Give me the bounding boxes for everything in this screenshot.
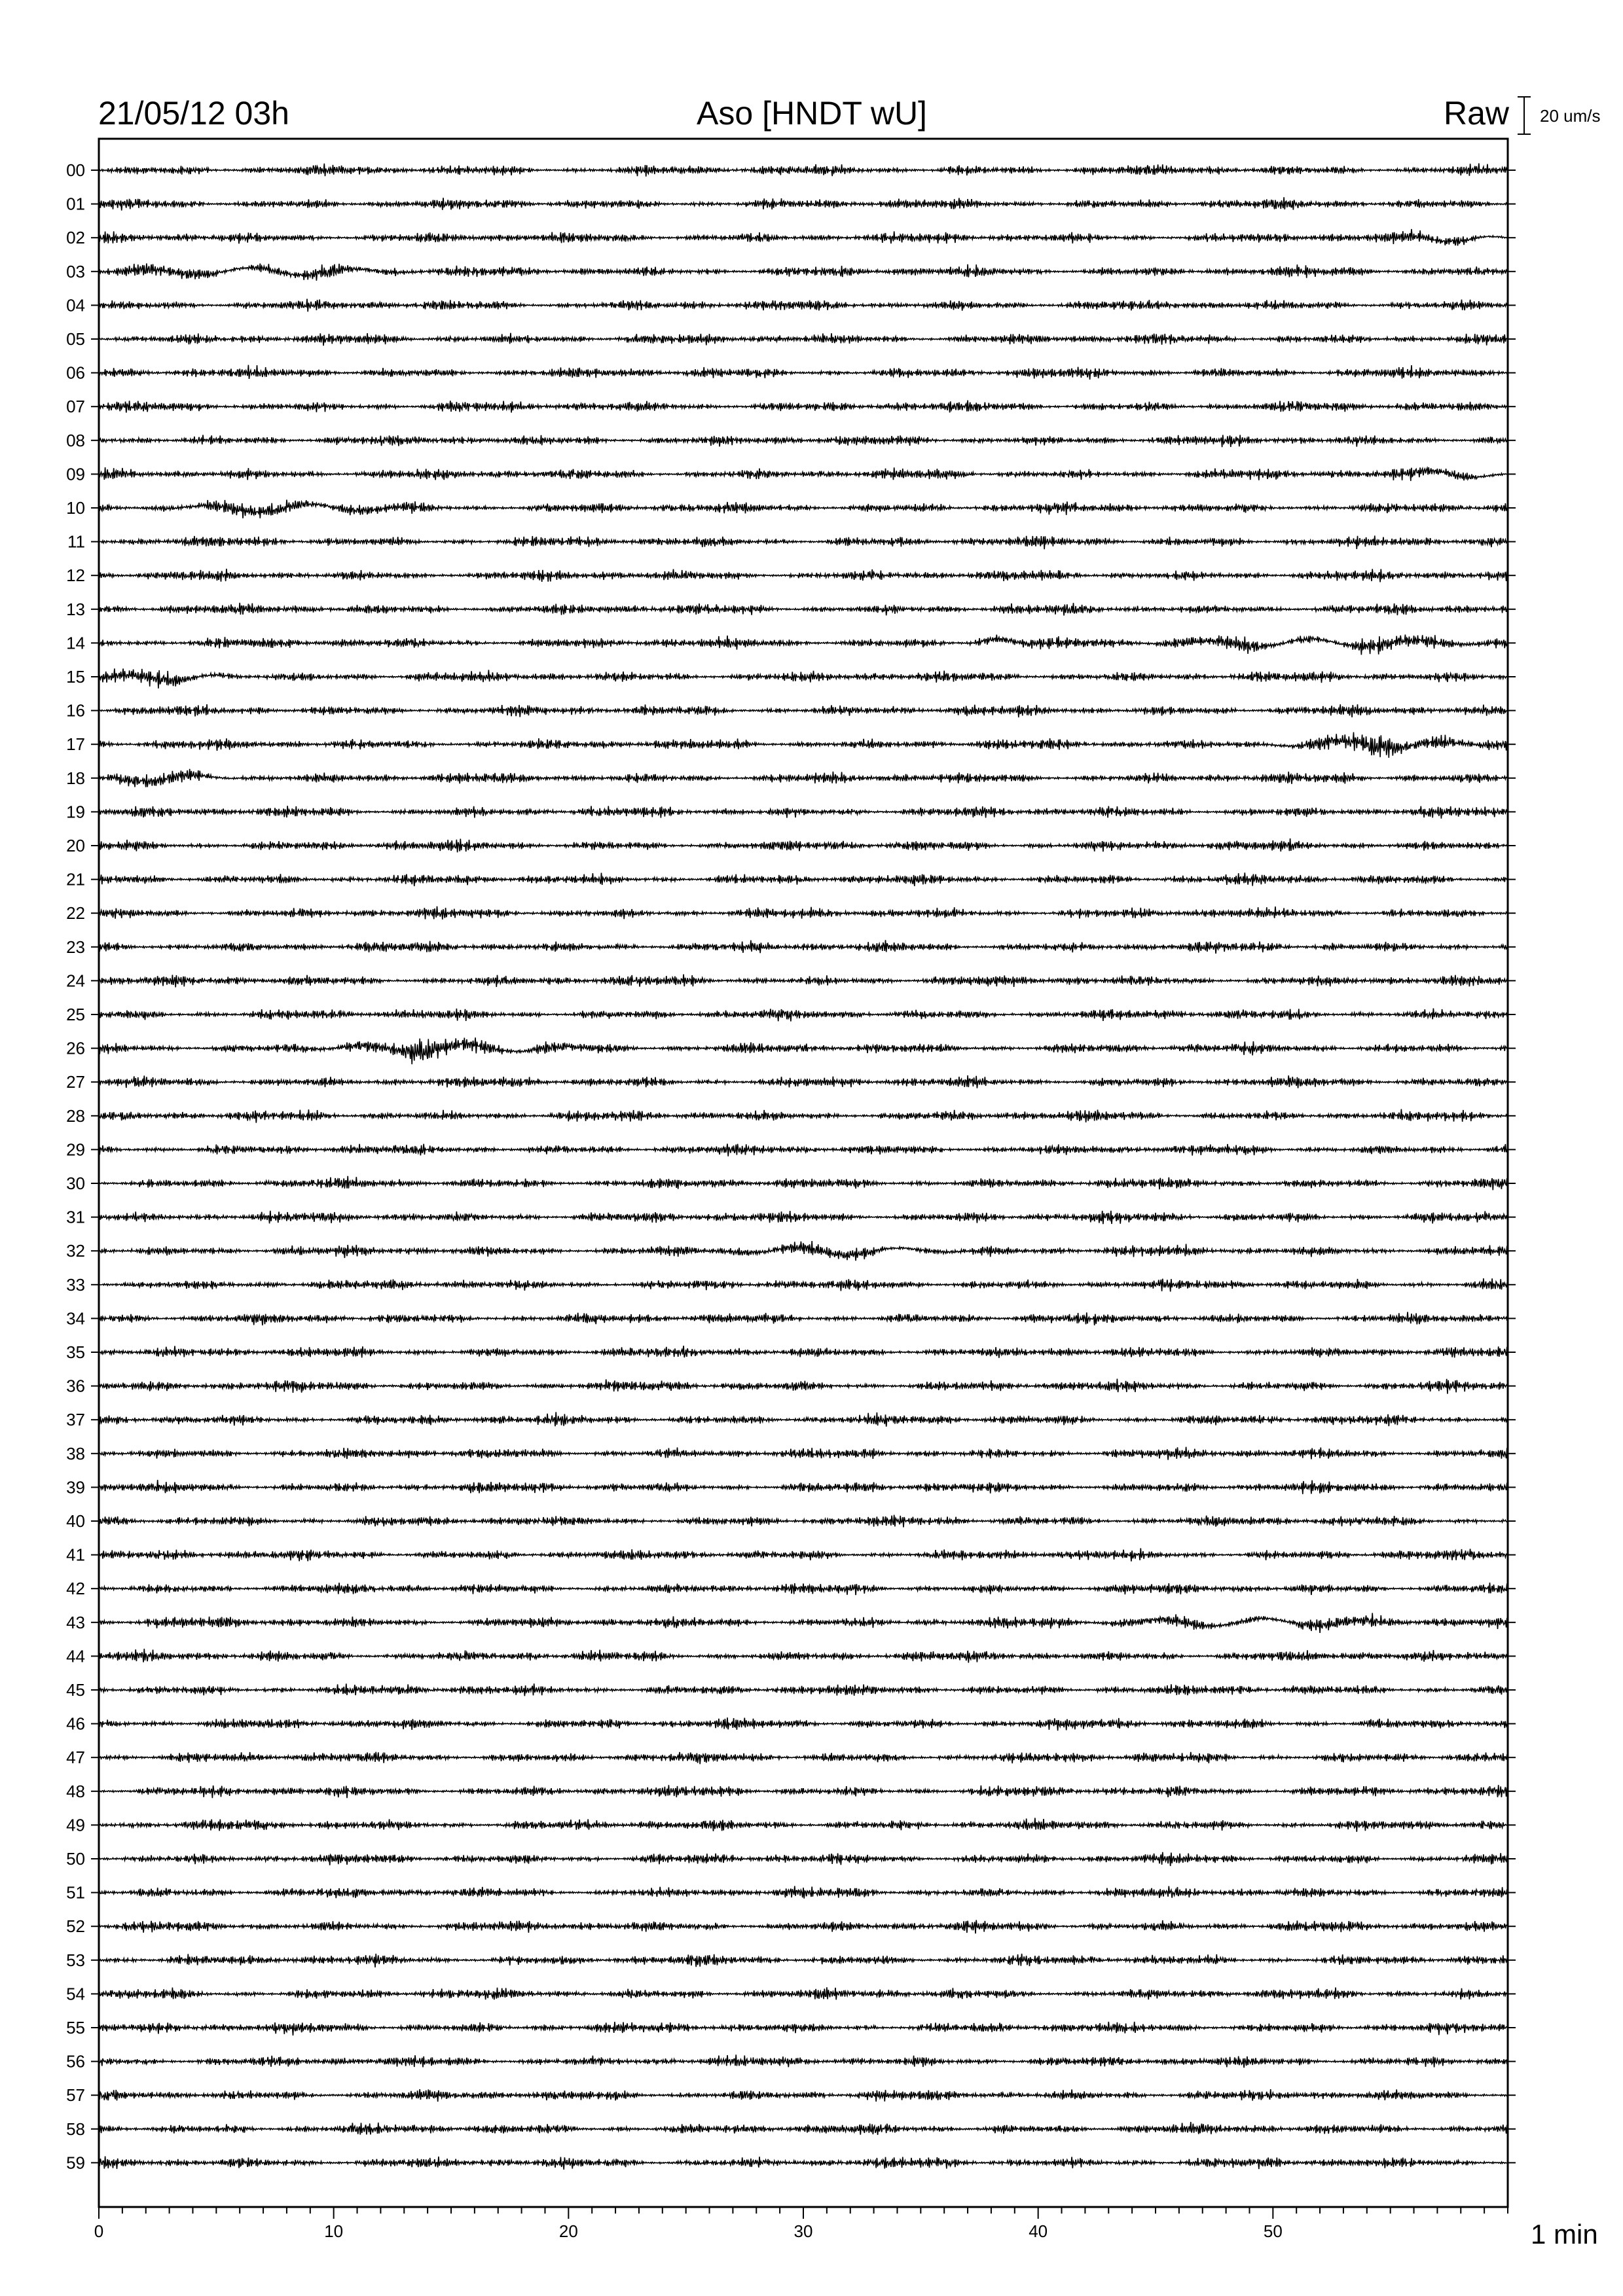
x-tick-label-0: 0 bbox=[94, 2221, 104, 2241]
trace-17 bbox=[99, 732, 1508, 758]
trace-15 bbox=[99, 668, 1508, 688]
row-label-17: 17 bbox=[66, 734, 85, 755]
trace-50 bbox=[99, 1852, 1508, 1866]
trace-14 bbox=[99, 635, 1508, 655]
trace-05 bbox=[99, 333, 1508, 346]
row-label-40: 40 bbox=[66, 1511, 85, 1531]
trace-03 bbox=[99, 263, 1508, 280]
row-label-49: 49 bbox=[66, 1815, 85, 1835]
trace-35 bbox=[99, 1346, 1508, 1359]
trace-57 bbox=[99, 2088, 1508, 2102]
row-label-08: 08 bbox=[66, 430, 85, 450]
row-label-27: 27 bbox=[66, 1072, 85, 1092]
row-label-57: 57 bbox=[66, 2085, 85, 2106]
x-tick-label-50: 50 bbox=[1263, 2221, 1283, 2241]
trace-04 bbox=[99, 299, 1508, 312]
trace-48 bbox=[99, 1785, 1508, 1798]
trace-07 bbox=[99, 401, 1508, 413]
trace-01 bbox=[99, 197, 1508, 210]
row-label-45: 45 bbox=[66, 1680, 85, 1700]
row-label-37: 37 bbox=[66, 1410, 85, 1430]
row-label-41: 41 bbox=[66, 1545, 85, 1565]
row-label-52: 52 bbox=[66, 1916, 85, 1937]
row-label-47: 47 bbox=[66, 1748, 85, 1768]
trace-32 bbox=[99, 1241, 1508, 1261]
row-label-38: 38 bbox=[66, 1443, 85, 1463]
row-label-50: 50 bbox=[66, 1849, 85, 1869]
trace-33 bbox=[99, 1278, 1508, 1291]
row-label-20: 20 bbox=[66, 836, 85, 855]
row-label-22: 22 bbox=[66, 903, 85, 924]
trace-10 bbox=[99, 500, 1508, 519]
row-label-03: 03 bbox=[66, 261, 85, 281]
scale-bar bbox=[1518, 97, 1531, 134]
trace-08 bbox=[99, 435, 1508, 448]
row-label-10: 10 bbox=[66, 498, 85, 518]
trace-46 bbox=[99, 1717, 1508, 1731]
row-label-30: 30 bbox=[66, 1174, 85, 1193]
row-label-46: 46 bbox=[66, 1713, 85, 1734]
row-label-15: 15 bbox=[66, 667, 85, 687]
trace-40 bbox=[99, 1515, 1508, 1528]
row-label-21: 21 bbox=[66, 869, 85, 889]
row-label-36: 36 bbox=[66, 1376, 85, 1396]
x-axis-label: 1 min bbox=[1531, 2219, 1598, 2250]
row-label-35: 35 bbox=[66, 1342, 85, 1362]
row-label-28: 28 bbox=[66, 1105, 85, 1126]
trace-12 bbox=[99, 569, 1508, 583]
trace-36 bbox=[99, 1379, 1508, 1394]
trace-21 bbox=[99, 872, 1508, 886]
trace-41 bbox=[99, 1548, 1508, 1561]
row-label-42: 42 bbox=[66, 1579, 85, 1599]
trace-49 bbox=[99, 1818, 1508, 1832]
trace-28 bbox=[99, 1109, 1508, 1123]
trace-47 bbox=[99, 1752, 1508, 1765]
trace-42 bbox=[99, 1583, 1508, 1595]
trace-24 bbox=[99, 975, 1508, 988]
row-label-58: 58 bbox=[66, 2119, 85, 2139]
trace-19 bbox=[99, 806, 1508, 819]
row-label-53: 53 bbox=[66, 1950, 85, 1970]
row-label-26: 26 bbox=[66, 1038, 85, 1058]
row-label-55: 55 bbox=[66, 2018, 85, 2037]
row-label-04: 04 bbox=[66, 295, 85, 315]
trace-38 bbox=[99, 1447, 1508, 1460]
row-label-31: 31 bbox=[66, 1207, 85, 1227]
row-label-33: 33 bbox=[66, 1274, 85, 1295]
trace-27 bbox=[99, 1075, 1508, 1088]
trace-58 bbox=[99, 2122, 1508, 2135]
trace-11 bbox=[99, 536, 1508, 550]
row-label-48: 48 bbox=[66, 1781, 85, 1801]
trace-59 bbox=[99, 2157, 1508, 2170]
trace-22 bbox=[99, 906, 1508, 920]
row-label-23: 23 bbox=[66, 937, 85, 957]
trace-45 bbox=[99, 1683, 1508, 1696]
row-label-01: 01 bbox=[66, 194, 85, 214]
trace-52 bbox=[99, 1920, 1508, 1934]
x-tick-label-40: 40 bbox=[1029, 2221, 1048, 2241]
trace-53 bbox=[99, 1954, 1508, 1967]
trace-44 bbox=[99, 1649, 1508, 1663]
trace-02 bbox=[99, 229, 1508, 246]
row-label-44: 44 bbox=[66, 1646, 85, 1666]
chart-title: Aso [HNDT wU] bbox=[697, 95, 927, 132]
trace-31 bbox=[99, 1211, 1508, 1224]
row-label-00: 00 bbox=[66, 160, 85, 180]
row-label-39: 39 bbox=[66, 1477, 85, 1498]
row-label-43: 43 bbox=[66, 1612, 85, 1632]
trace-00 bbox=[99, 164, 1508, 177]
trace-51 bbox=[99, 1886, 1508, 1899]
trace-43 bbox=[99, 1613, 1508, 1633]
trace-23 bbox=[99, 940, 1508, 954]
row-labels bbox=[66, 160, 85, 2172]
x-axis bbox=[94, 2207, 1508, 2241]
trace-34 bbox=[99, 1312, 1508, 1326]
row-label-09: 09 bbox=[66, 464, 85, 484]
row-label-13: 13 bbox=[66, 599, 85, 619]
row-label-11: 11 bbox=[67, 531, 85, 552]
row-label-19: 19 bbox=[66, 802, 85, 822]
row-label-05: 05 bbox=[66, 329, 85, 349]
trace-16 bbox=[99, 704, 1508, 717]
scale-label: 20 um/s bbox=[1540, 106, 1601, 126]
x-tick-label-30: 30 bbox=[793, 2221, 813, 2241]
trace-29 bbox=[99, 1144, 1508, 1157]
trace-39 bbox=[99, 1480, 1508, 1494]
trace-20 bbox=[99, 838, 1508, 852]
row-label-12: 12 bbox=[66, 565, 85, 586]
plot-frame bbox=[99, 139, 1508, 2207]
trace-09 bbox=[99, 467, 1508, 481]
trace-06 bbox=[99, 365, 1508, 380]
row-label-18: 18 bbox=[66, 768, 85, 788]
trace-54 bbox=[99, 1987, 1508, 2000]
row-label-14: 14 bbox=[66, 633, 85, 653]
trace-55 bbox=[99, 2022, 1508, 2036]
date-label: 21/05/12 03h bbox=[98, 95, 289, 132]
row-label-54: 54 bbox=[66, 1984, 85, 2004]
x-tick-label-10: 10 bbox=[324, 2221, 344, 2241]
row-label-24: 24 bbox=[66, 971, 85, 991]
row-label-07: 07 bbox=[66, 397, 85, 417]
row-label-02: 02 bbox=[66, 228, 85, 248]
trace-30 bbox=[99, 1176, 1508, 1191]
trace-25 bbox=[99, 1009, 1508, 1022]
row-label-06: 06 bbox=[66, 363, 85, 383]
row-label-51: 51 bbox=[66, 1882, 85, 1903]
trace-18 bbox=[99, 769, 1508, 787]
row-label-29: 29 bbox=[66, 1139, 85, 1160]
row-label-34: 34 bbox=[66, 1308, 85, 1329]
trace-13 bbox=[99, 603, 1508, 616]
traces bbox=[91, 164, 1516, 2170]
trace-37 bbox=[99, 1412, 1508, 1426]
mode-label: Raw bbox=[1443, 95, 1509, 132]
x-tick-label-20: 20 bbox=[558, 2221, 578, 2241]
trace-26 bbox=[99, 1037, 1508, 1064]
row-label-16: 16 bbox=[66, 700, 85, 721]
trace-56 bbox=[99, 2054, 1508, 2068]
row-label-56: 56 bbox=[66, 2051, 85, 2072]
row-label-59: 59 bbox=[66, 2153, 85, 2173]
row-label-32: 32 bbox=[66, 1241, 85, 1261]
row-label-25: 25 bbox=[66, 1005, 85, 1024]
